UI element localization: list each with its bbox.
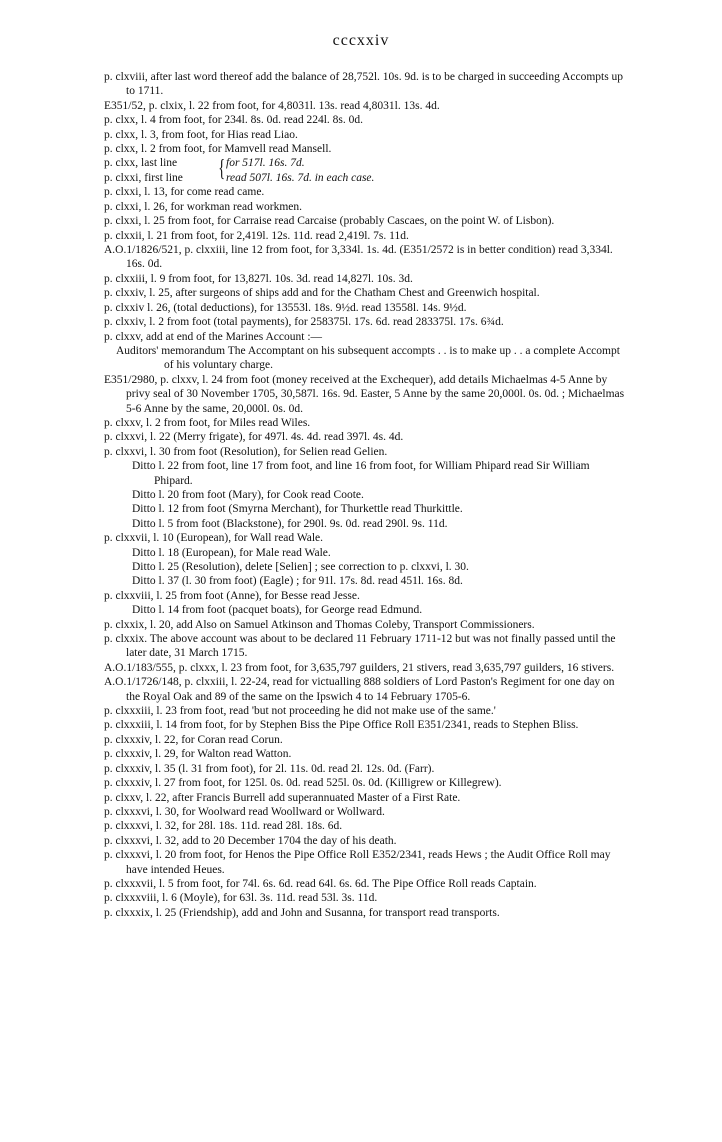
- errata-entry: p. clxx, l. 3, from foot, for Hias read Liao.: [104, 128, 298, 141]
- errata-entry: p. clxxvi, l. 22 (Merry frigate), for 497l. 4s. 4d. read 397l. 4s. 4d.: [104, 431, 404, 444]
- errata-entry: p. clxxv, l. 2 from foot, for Miles read Wiles.: [104, 416, 311, 429]
- errata-entry: p. clxxv, l. 22, after Francis Burrell add superannuated Master of a First Rate.: [104, 791, 461, 804]
- errata-entry: p. clxxxvi, l. 32, add to 20 December 1704 the day of his death.: [104, 834, 397, 847]
- errata-entry: p. clxxiv, l. 2 from foot (total payments), for 258375l. 17s. 6d. read 283375l. 17s. 6¾d.: [104, 316, 504, 329]
- errata-entry: Ditto l. 12 from foot (Smyrna Merchant), for Thurkettle read Thurkittle.: [132, 503, 463, 516]
- errata-entry: p. clxxvii, l. 10 (European), for Wall read Wale.: [104, 532, 324, 545]
- errata-entry: p. clxviii, after last word thereof add the balance of 28,752l. 10s. 9d. is to be charged in succeeding Accompts up to 1711.: [104, 71, 624, 98]
- brace-left-line-2: p. clxxi, first line: [104, 171, 183, 184]
- errata-entry: p. clxxxiv, l. 29, for Walton read Watton.: [104, 748, 292, 761]
- errata-entry: p. clxxxvi, l. 20 from foot, for Henos the Pipe Office Roll E352/2341, reads Hews ; the Audit Office Roll may have intended Heues.: [104, 849, 611, 876]
- errata-entry: p. clxxxiv, l. 22, for Coran read Corun.: [104, 733, 283, 746]
- errata-entry: p. clxxxiii, l. 23 from foot, read 'but not proceeding he did not make use of the same.': [104, 705, 496, 718]
- errata-entry: p. clxxv, add at end of the Marines Account :—: [104, 330, 323, 343]
- errata-entry: p. clxxxix, l. 25 (Friendship), add and John and Susanna, for transport read transports.: [104, 906, 500, 919]
- brace-right-line-1: for 517l. 16s. 7d.: [226, 157, 305, 170]
- errata-entry: p. clxx, l. 2 from foot, for Mamvell read Mansell.: [104, 143, 332, 156]
- errata-entry: p. clxxxvii, l. 5 from foot, for 74l. 6s. 6d. read 64l. 6s. 6d. The Pipe Office Roll reads Captain.: [104, 877, 537, 890]
- errata-entry: p. clxxxviii, l. 6 (Moyle), for 63l. 3s. 11d. read 53l. 3s. 11d.: [104, 892, 378, 905]
- errata-entry: p. clxxvi, l. 30 from foot (Resolution), for Selien read Gelien.: [104, 445, 388, 458]
- errata-entry: p. clxxix, l. 20, add Also on Samuel Atkinson and Thomas Coleby, Transport Commissioners.: [104, 618, 535, 631]
- errata-entry: p. clxxi, l. 26, for workman read workmen.: [104, 200, 303, 213]
- errata-entry: p. clxxi, l. 25 from foot, for Carraise read Carcaise (probably Cascaes, on the point W. of Lisbon).: [104, 215, 555, 228]
- errata-entry: A.O.1/183/555, p. clxxx, l. 23 from foot, for 3,635,797 guilders, 21 stivers, read 3,635,797 guilders, 16 stivers.: [104, 661, 615, 674]
- errata-entry: p. clxxiii, l. 9 from foot, for 13,827l. 10s. 3d. read 14,827l. 10s. 3d.: [104, 272, 413, 285]
- brace-right-line-2: read 507l. 16s. 7d. in each case.: [226, 171, 375, 184]
- errata-list: [104, 70, 626, 920]
- errata-entry: E351/2980, p. clxxv, l. 24 from foot (money received at the Exchequer), add details Michaelmas 4-5 Anne by privy seal of 30 November 1705, 30,587l. 16s. 9d. Easter, 5 Anne by the same 20,000l. 0s. 0d. ; Michaelmas 5-6 Anne by the same, 20,000l. 0s. 0d.: [104, 373, 625, 415]
- errata-entry: Ditto l. 25 (Resolution), delete [Selien] ; see correction to p. clxxvi, l. 30.: [132, 561, 469, 573]
- errata-entry: Ditto l. 14 from foot (pacquet boats), for George read Edmund.: [132, 604, 423, 617]
- errata-entry: p. clxxxvi, l. 30, for Woolward read Woollward or Wollward.: [104, 805, 385, 818]
- errata-entry: Ditto l. 22 from foot, line 17 from foot, and line 16 from foot, for William Phipard read Sir William Phipard.: [132, 460, 590, 487]
- errata-entry: p. clxxiv l. 26, (total deductions), for 13553l. 18s. 9½d. read 13558l. 14s. 9½d.: [104, 301, 467, 314]
- errata-entry: p. clxxxiii, l. 14 from foot, for by Stephen Biss the Pipe Office Roll E351/2341, reads to Stephen Bliss.: [104, 719, 579, 732]
- errata-entry: Ditto l. 18 (European), for Male read Wale.: [132, 546, 331, 559]
- errata-entry: p. clxxix. The above account was about to be declared 11 February 1711-12 but was not finally passed until the later date, 31 March 1715.: [104, 633, 616, 660]
- errata-entry: p. clxxiv, l. 25, after surgeons of ships add and for the Chatham Chest and Greenwich hospital.: [104, 287, 540, 300]
- brace-correction: [104, 156, 626, 185]
- errata-entry: A.O.1/1726/148, p. clxxiii, l. 22-24, read for victualling 888 soldiers of Lord Paston's Regiment for one day on the Royal Oak and 89 of the same on the Ipswich 4 to 14 February 1705-6.: [104, 676, 615, 703]
- errata-entry: p. clxxi, l. 13, for come read came.: [104, 186, 265, 199]
- errata-entry: p. clxxxvi, l. 32, for 28l. 18s. 11d. read 28l. 18s. 6d.: [104, 820, 343, 833]
- errata-entry: Ditto l. 20 from foot (Mary), for Cook read Coote.: [132, 488, 364, 501]
- errata-entry: Auditors' memorandum The Accomptant on his subsequent accompts . . is to make up . . a complete Accompt of his voluntary charge.: [116, 344, 620, 372]
- page-number: cccxxiv: [332, 32, 390, 49]
- errata-entry: A.O.1/1826/521, p. clxxiii, line 12 from foot, for 3,334l. 1s. 4d. (E351/2572 is in better condition) read 3,334l. 16s. 0d.: [104, 244, 613, 271]
- brace-left-line-1: p. clxx, last line: [104, 157, 178, 170]
- errata-entry: p. clxxviii, l. 25 from foot (Anne), for Besse read Jesse.: [104, 589, 360, 602]
- errata-entry: p. clxx, l. 4 from foot, for 234l. 8s. 0d. read 224l. 8s. 0d.: [104, 114, 364, 127]
- errata-entry: p. clxxxiv, l. 35 (l. 31 from foot), for 2l. 11s. 0d. read 2l. 12s. 0d. (Farr).: [104, 762, 435, 775]
- errata-entry: p. clxxii, l. 21 from foot, for 2,419l. 12s. 11d. read 2,419l. 7s. 11d.: [104, 229, 409, 242]
- curly-brace-icon: {: [218, 156, 226, 183]
- errata-entry: E351/52, p. clxix, l. 22 from foot, for 4,8031l. 13s. read 4,8031l. 13s. 4d.: [104, 99, 440, 112]
- errata-entry: Ditto l. 5 from foot (Blackstone), for 290l. 9s. 0d. read 290l. 9s. 11d.: [132, 517, 448, 530]
- errata-entry: p. clxxxiv, l. 27 from foot, for 125l. 0s. 0d. read 525l. 0s. 0d. (Killigrew or Killegrew).: [104, 777, 502, 790]
- errata-entry: Ditto l. 37 (l. 30 from foot) (Eagle) ; for 91l. 17s. 8d. read 451l. 16s. 8d.: [132, 575, 463, 588]
